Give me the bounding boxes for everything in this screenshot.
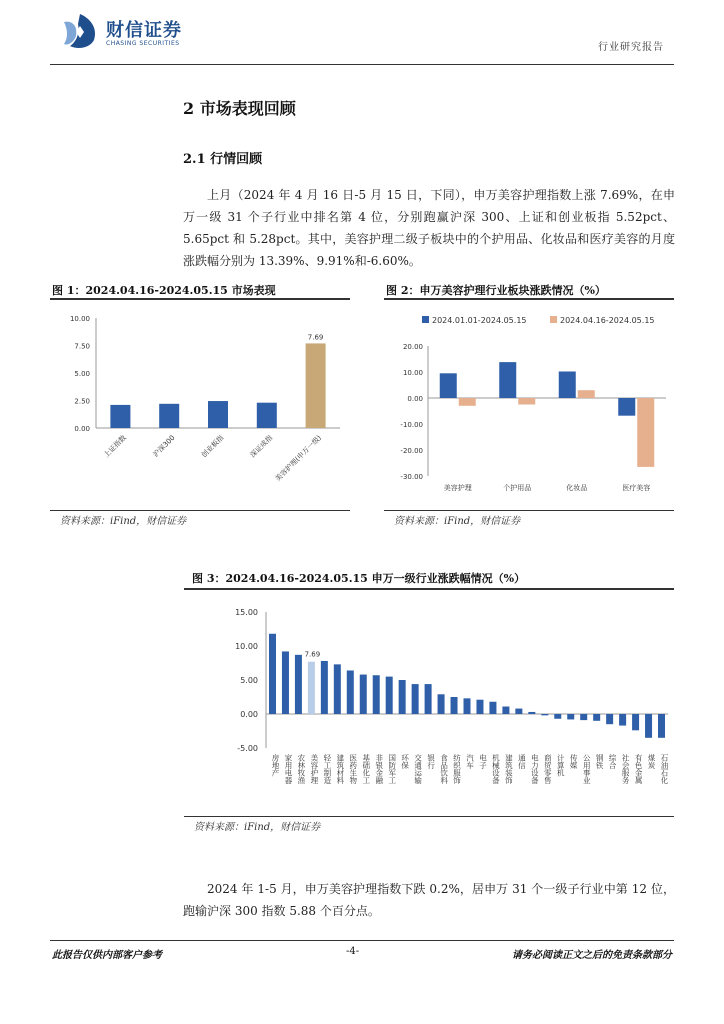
bar-21 [541,714,548,715]
bar-18 [502,707,509,714]
figure-3-title: 图 3：2024.04.16-2024.05.15 申万一级行业涨跌幅情况（%） [192,572,526,585]
bar-s0-0 [440,373,457,398]
bar-2 [208,401,228,428]
figure-1-title: 图 1：2024.04.16-2024.05.15 市场表现 [52,284,276,297]
x-tick-label: 通信 [517,754,527,769]
bar-24 [580,714,587,720]
x-tick-label: 食品饮料 [439,754,449,784]
bar-9 [386,677,393,714]
data-label: 7.69 [304,650,321,659]
x-tick-label: 有色金属 [634,754,644,784]
y-tick-label: -30.00 [400,473,423,481]
bar-11 [412,684,419,714]
x-tick-label: 建筑材料 [335,754,345,784]
bar-4 [321,661,328,714]
figure-3-source: 资料来源：iFind，财信证券 [194,822,321,833]
x-tick-label: 建筑装饰 [504,754,514,784]
legend-label-1: 2024.04.16-2024.05.15 [560,316,655,325]
bar-28 [632,714,639,730]
x-tick-label: 创业板指 [199,433,226,460]
bar-s1-0 [459,398,476,406]
x-tick-label: 家用电器 [283,754,293,784]
bar-3 [308,662,315,714]
x-tick-label: 化妆品 [566,484,588,492]
bar-14 [451,697,458,714]
figure-1-bottom-rule [50,510,350,511]
bar-s0-3 [618,398,635,416]
x-tick-label: 社会服务 [621,754,631,784]
bar-6 [347,670,354,714]
legend-swatch-1 [550,316,557,323]
bar-19 [515,709,522,714]
bar-1 [282,651,289,714]
bar-0 [269,634,276,714]
y-tick-label: 2.50 [74,397,90,406]
x-tick-label: 国防军工 [387,754,397,784]
x-tick-label: 电力设备 [530,754,540,784]
y-tick-label: 10.00 [402,369,423,377]
x-tick-label: 银行 [426,754,436,769]
x-tick-label: 医疗美容 [622,484,651,492]
figure-2-title: 图 2：申万美容护理行业板块涨跌情况（%） [386,284,606,297]
paragraph-2: 2024 年 1-5 月，申万美容护理指数下跌 0.2%，居申万 31 个一级子行业中第 12 位，跑输沪深 300 指数 5.88 个百分点。 [183,882,675,918]
x-tick-label: 传媒 [569,754,579,769]
bar-10 [399,680,406,714]
bar-s0-2 [559,371,576,398]
x-tick-label: 汽车 [465,754,475,769]
bar-3 [257,403,277,428]
section-title: 2 市场表现回顾 [183,99,296,118]
bar-8 [373,675,380,714]
y-tick-label: -20.00 [400,447,423,455]
legend-swatch-0 [422,316,429,323]
x-tick-label: 美容护理(申万一级) [273,433,324,483]
bar-7 [360,675,367,714]
x-tick-label: 美容护理 [443,484,472,492]
bar-16 [476,700,483,714]
bar-25 [593,714,600,721]
footer-disclaimer-right: 请务必阅读正文之后的免责条款部分 [512,950,672,961]
y-tick-label: 0.00 [407,395,423,403]
x-tick-label: 石油石化 [660,754,670,784]
x-tick-label: 农林牧渔 [296,754,306,784]
bar-5 [334,664,341,714]
brand-name-en: CHASING SECURITIES [106,40,180,47]
bar-17 [489,702,496,714]
logo [60,12,100,52]
figure-1-title-rule [50,298,350,300]
x-tick-label: 医药生物 [348,754,358,784]
footer-disclaimer-left: 此报告仅供内部客户参考 [52,950,162,961]
y-tick-label: -5.00 [237,744,258,753]
x-tick-label: 交通运输 [413,754,423,784]
bar-s0-1 [499,362,516,398]
figure-2-title-rule [384,298,674,300]
y-tick-label: 15.00 [235,608,258,617]
paragraph-1: 上月（2024 年 4 月 16 日-5 月 15 日，下同），申万美容护理指数上涨 7.69%，在申万一级 31 个子行业中排名第 4 位，分别跑赢沪深 300、上证和创业板指 5.52pct、5.65pct 和 5.28pct。其中，美容护理二级子板块中的个护用品、化妆品和医疗美容的月度涨跌幅分别为 13.39%、9.91%和-6.60%。 [183,188,675,268]
x-tick-label: 深证成指 [248,433,275,460]
x-tick-label: 钢铁 [595,754,605,769]
bar-20 [528,712,535,714]
figure-2-bottom-rule [384,510,674,511]
x-tick-label: 非银金融 [374,754,384,784]
bar-4 [306,343,326,428]
x-tick-label: 基础化工 [361,754,371,784]
y-tick-label: 0.00 [74,425,90,433]
page-number: -4- [346,946,360,957]
x-tick-label: 房地产 [270,754,280,777]
figure-3-title-rule [184,588,674,590]
legend-label-0: 2024.01.01-2024.05.15 [432,316,527,325]
y-tick-label: 20.00 [402,343,423,351]
bar-29 [645,714,652,738]
x-tick-label: 美容护理 [309,754,319,784]
x-tick-label: 轻工制造 [322,754,332,784]
bar-2 [295,655,302,714]
x-tick-label: 综合 [608,754,618,769]
y-tick-label: 7.50 [74,342,90,351]
x-tick-label: 计算机 [556,754,566,777]
y-tick-label: -10.00 [400,421,423,429]
x-tick-label: 纺织服饰 [452,754,462,784]
bar-s1-3 [637,398,654,467]
x-tick-label: 环保 [400,754,410,769]
figure-3-bottom-rule [184,816,674,817]
bar-30 [658,714,665,738]
bar-13 [438,694,445,714]
figure-1-chart [50,302,350,510]
y-tick-label: 5.00 [74,370,90,378]
bar-22 [554,714,561,719]
figure-2-chart [384,302,674,510]
x-tick-label: 电子 [478,754,488,769]
x-tick-label: 沪深300 [151,433,177,459]
figure-2-source: 资料来源：iFind，财信证券 [394,516,521,527]
bar-26 [606,714,613,724]
bar-1 [159,404,179,428]
x-tick-label: 煤炭 [647,754,657,769]
y-tick-label: 5.00 [240,676,258,685]
figure-1-source: 资料来源：iFind，财信证券 [60,516,187,527]
y-tick-label: 0.00 [240,710,258,719]
x-tick-label: 公用事业 [582,754,592,784]
logo-icon [60,12,100,52]
bar-s1-2 [578,390,595,398]
brand-name-cn: 财信证券 [106,20,182,41]
bar-23 [567,714,574,719]
data-label: 7.69 [307,333,324,342]
x-tick-label: 机械设备 [491,754,501,784]
report-type: 行业研究报告 [598,42,664,53]
y-tick-label: 10.00 [69,315,90,323]
figure-3-chart [184,592,674,814]
bar-0 [110,405,130,428]
x-tick-label: 上证指数 [102,433,128,460]
bar-15 [464,698,471,714]
bar-s1-1 [518,398,535,405]
y-tick-label: 10.00 [235,642,258,651]
x-tick-label: 商贸零售 [543,754,553,784]
x-tick-label: 个护用品 [503,484,532,492]
bar-27 [619,714,626,726]
bar-12 [425,684,432,714]
header-divider [50,64,674,65]
footer-divider [50,940,674,941]
subsection-title: 2.1 行情回顾 [183,152,263,167]
